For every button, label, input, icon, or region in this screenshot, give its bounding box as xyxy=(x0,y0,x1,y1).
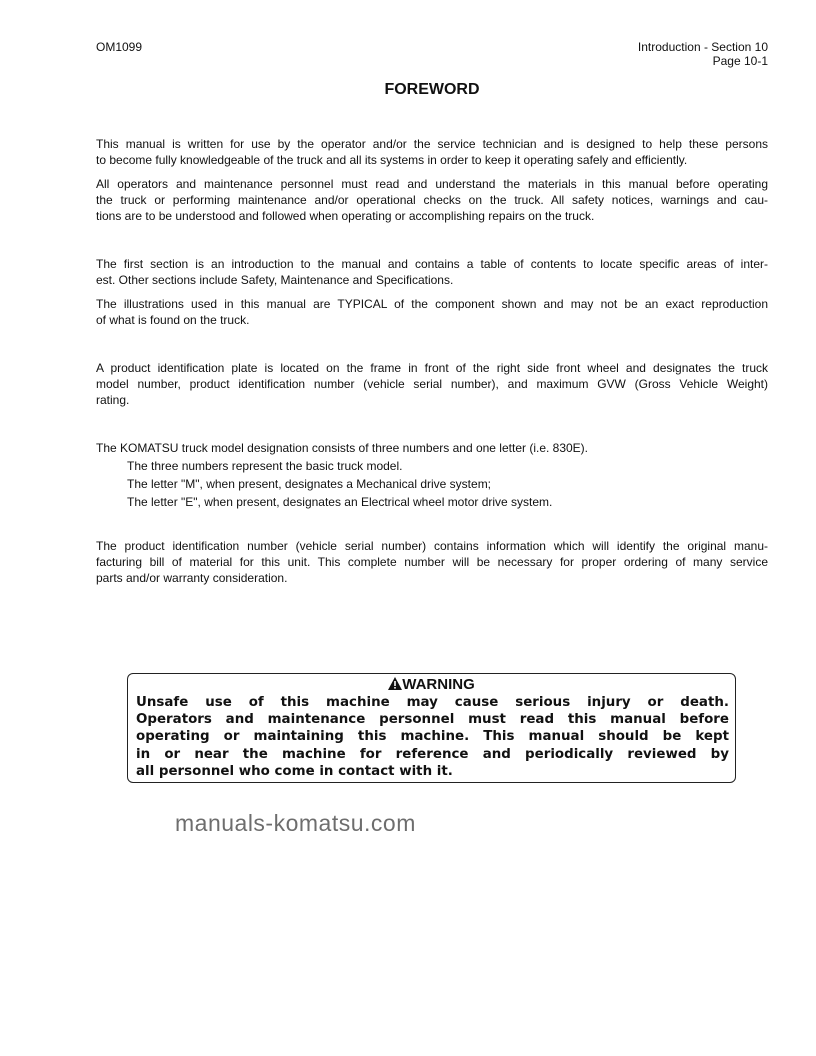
paragraph-sections xyxy=(96,256,768,288)
warning-line: Operators and maintenance personnel must read this manual before xyxy=(136,712,729,728)
warning-title: WARNING xyxy=(402,676,475,693)
doc-id: OM1099 xyxy=(96,40,143,54)
text-line: The KOMATSU truck model designation consists of three numbers and one letter (i.e. 830E). xyxy=(96,441,589,455)
text-line: A product identification plate is located on the frame in front of the right side front wheel and designates the truck xyxy=(96,361,768,375)
paragraph-illustrations xyxy=(96,296,768,328)
text-line: parts and/or warranty consideration. xyxy=(96,571,288,585)
text-line: The illustrations used in this manual are TYPICAL of the component shown and may not be an exact reproduction xyxy=(96,297,768,311)
paragraph-model-designation xyxy=(96,440,768,456)
designation-item: The letter "E", when present, designates an Electrical wheel motor drive system. xyxy=(127,495,553,509)
warning-line: Unsafe use of this machine may cause serious injury or death. xyxy=(136,695,729,710)
section-header xyxy=(638,40,768,68)
text-line: All operators and maintenance personnel must read and understand the materials in this manual before operating xyxy=(96,177,768,191)
designation-item: The letter "M", when present, designates a Mechanical drive system; xyxy=(127,477,492,491)
text-line: The first section is an introduction to the manual and contains a table of contents to locate specific areas of inter- xyxy=(96,257,768,271)
text-line: est. Other sections include Safety, Maintenance and Specifications. xyxy=(96,273,454,287)
warning-triangle-icon xyxy=(388,677,402,690)
paragraph-serial-number xyxy=(96,538,768,586)
text-line: the truck or performing maintenance and/or operational checks on the truck. All safety notices, warnings and cau- xyxy=(96,193,768,207)
paragraph-id-plate xyxy=(96,360,768,408)
text-line: model number, product identification number (vehicle serial number), and maximum GVW (Gross Vehicle Weight) xyxy=(96,377,768,391)
warning-line: all personnel who come in contact with it. xyxy=(136,763,453,779)
designation-item: The three numbers represent the basic truck model. xyxy=(127,459,403,473)
warning-line: operating or maintaining this machine. This manual should be kept xyxy=(136,729,729,745)
text-line: rating. xyxy=(96,393,130,407)
text-line: The product identification number (vehicle serial number) contains information which will identify the original manu- xyxy=(96,539,768,553)
paragraph-purpose xyxy=(96,136,768,168)
warning-box xyxy=(127,673,736,783)
page-number: Page 10-1 xyxy=(712,54,768,68)
paragraph-read-manual xyxy=(96,176,768,224)
section-label: Introduction - Section 10 xyxy=(637,40,768,54)
text-line: This manual is written for use by the operator and/or the service technician and is designed to help these persons xyxy=(96,137,768,151)
warning-line: in or near the machine for reference and periodically reviewed by xyxy=(136,746,729,762)
watermark: manuals-komatsu.com xyxy=(175,810,416,836)
text-line: tions are to be understood and followed when operating or accomplishing repairs on the truck. xyxy=(96,209,595,223)
warning-title-row xyxy=(128,676,735,694)
page-title: FOREWORD xyxy=(384,81,480,98)
text-line: to become fully knowledgeable of the truck and all its systems in order to keep it operating safely and efficiently. xyxy=(96,153,688,167)
text-line: facturing bill of material for this unit. This complete number will be necessary for proper ordering of many service xyxy=(96,555,768,569)
text-line: of what is found on the truck. xyxy=(96,313,250,327)
